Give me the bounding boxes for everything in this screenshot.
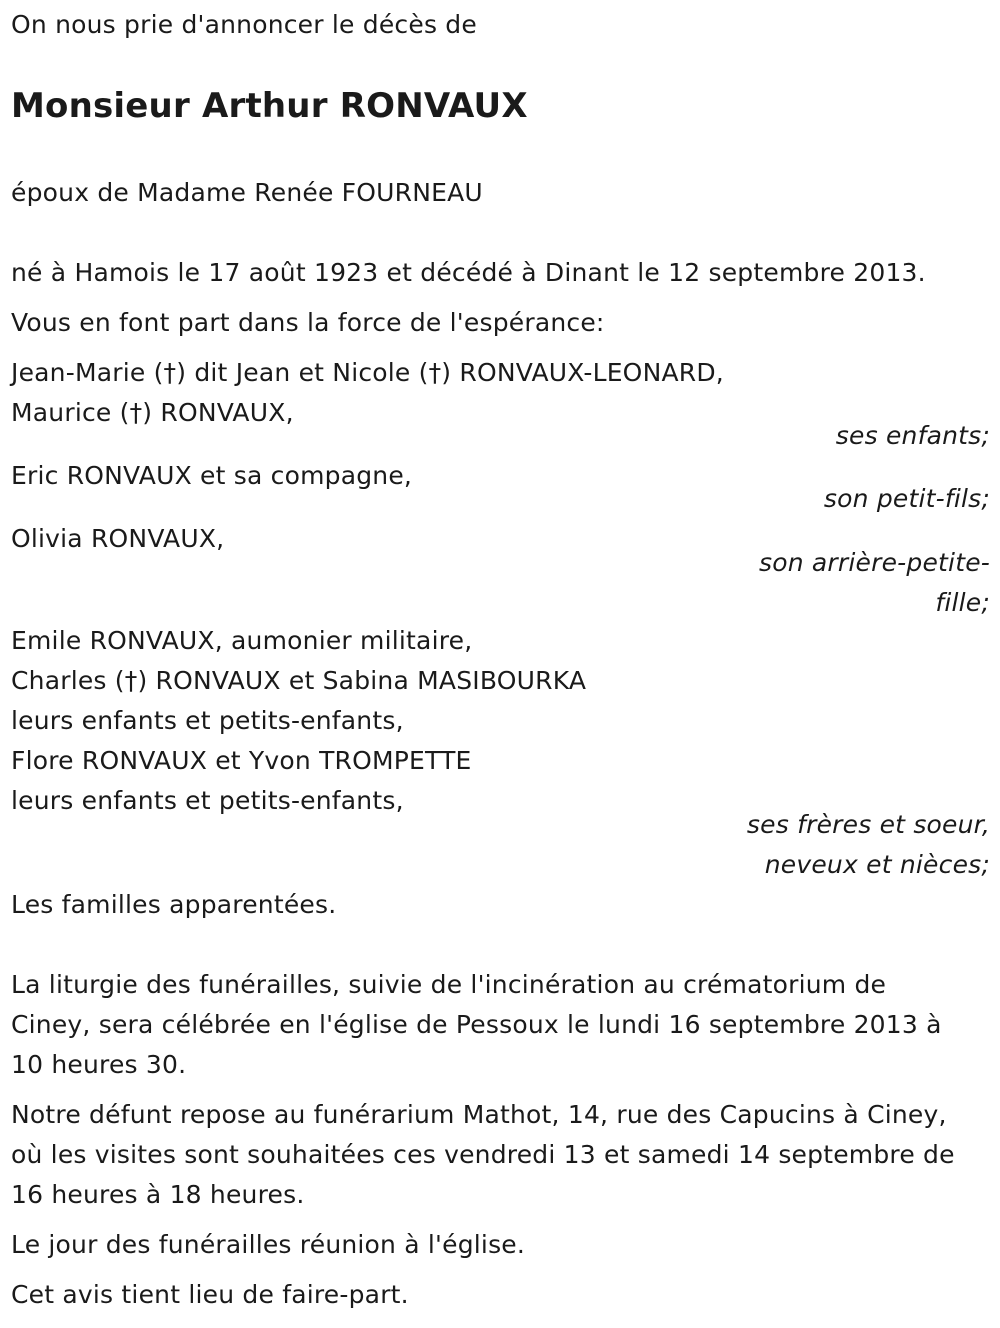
siblings-line-1: Emile RONVAUX, aumonier militaire, <box>11 626 473 655</box>
liturgy-line-3: 10 heures 30. <box>11 1050 187 1079</box>
grandson-role: son petit-fils; <box>823 484 990 513</box>
spouse-text: époux de Madame Renée FOURNEAU <box>11 178 483 207</box>
meeting-text: Le jour des funérailles réunion à l'église. <box>11 1230 526 1259</box>
great-granddaughter-role-2: fille; <box>935 588 990 617</box>
siblings-line-2: Charles (†) RONVAUX et Sabina MASIBOURKA <box>11 666 587 695</box>
grandson-line: Eric RONVAUX et sa compagne, <box>11 461 413 490</box>
liturgy-line-2: Ciney, sera célébrée en l'église de Pessoux le lundi 16 septembre 2013 à <box>11 1010 942 1039</box>
great-granddaughter-role-1: son arrière-petite- <box>759 548 990 577</box>
children-role: ses enfants; <box>835 421 990 450</box>
great-granddaughter-line: Olivia RONVAUX, <box>11 524 225 553</box>
siblings-line-5: leurs enfants et petits-enfants, <box>11 786 404 815</box>
liturgy-line-1: La liturgie des funérailles, suivie de l'incinération au crématorium de <box>11 970 887 999</box>
families-text: Les familles apparentées. <box>11 890 337 919</box>
closing-text: Cet avis tient lieu de faire-part. <box>11 1280 409 1309</box>
siblings-role-2: neveux et nièces; <box>764 850 990 879</box>
deceased-name: Monsieur Arthur RONVAUX <box>11 86 528 126</box>
siblings-line-3: leurs enfants et petits-enfants, <box>11 706 404 735</box>
announce-text: Vous en font part dans la force de l'espérance: <box>11 308 605 337</box>
birth-death-text: né à Hamois le 17 août 1923 et décédé à Dinant le 12 septembre 2013. <box>11 258 926 287</box>
intro-text: On nous prie d'annoncer le décès de <box>11 10 477 39</box>
siblings-line-4: Flore RONVAUX et Yvon TROMPETTE <box>11 746 472 775</box>
children-line-1: Jean-Marie (†) dit Jean et Nicole (†) RONVAUX-LEONARD, <box>11 358 724 387</box>
visit-line-3: 16 heures à 18 heures. <box>11 1180 305 1209</box>
visit-line-2: où les visites sont souhaitées ces vendredi 13 et samedi 14 septembre de <box>11 1140 955 1169</box>
children-line-2: Maurice (†) RONVAUX, <box>11 398 294 427</box>
siblings-role-1: ses frères et soeur, <box>746 810 990 839</box>
visit-line-1: Notre défunt repose au funérarium Mathot, 14, rue des Capucins à Ciney, <box>11 1100 947 1129</box>
